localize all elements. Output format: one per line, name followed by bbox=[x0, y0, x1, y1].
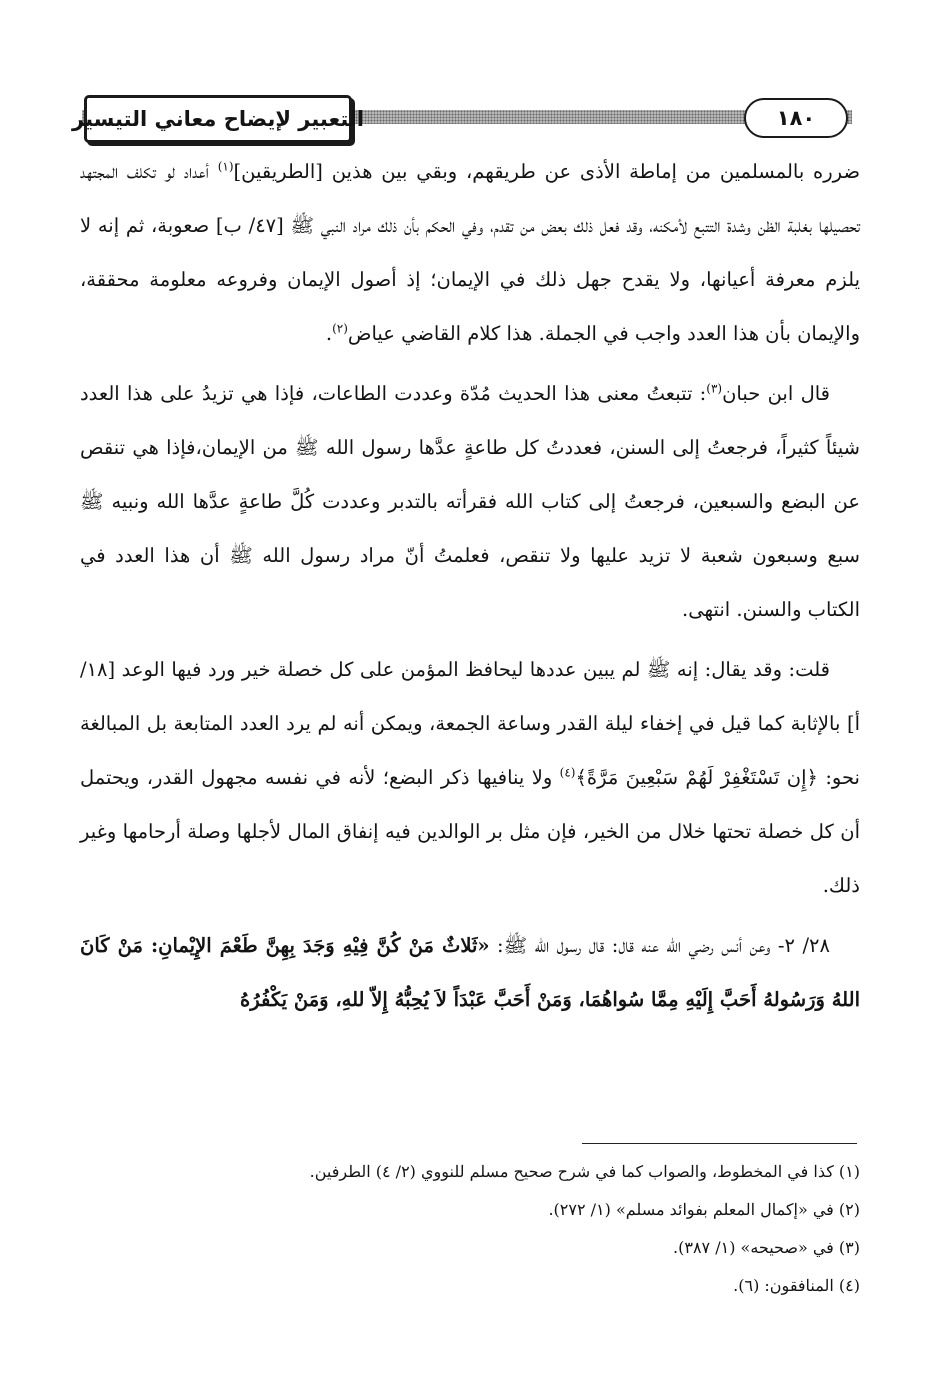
book-title: التعبير لإيضاح معاني التيسير bbox=[84, 95, 352, 143]
footnotes bbox=[80, 1153, 860, 1305]
running-header bbox=[72, 92, 862, 142]
paragraph-text: قلت: وقد يقال: إنه ﷺ لم يبين عددها ليحافظ المؤمن على كل خصلة خير ورد فيها الوعد [١٨/أ] بالإثابة كما قيل في إخفاء ليلة القدر وساعة الجمعة، ويمكن أنه لم يرد العدد المتابعة بل المبالغة نحو: ﴿إِن تَسْتَغْفِرْ لَهُمْ سَبْعِينَ مَرَّةً﴾ bbox=[80, 658, 860, 789]
paragraph-2 bbox=[80, 367, 860, 637]
paragraph-1 bbox=[80, 145, 860, 361]
paragraph-text: ضرره بالمسلمين من إماطة الأذى عن طريقهم، وبقي بين هذين [الطريقين] bbox=[233, 160, 860, 183]
main-text bbox=[80, 145, 860, 1033]
paragraph-text: قال ابن حبان bbox=[722, 382, 830, 405]
paragraph-text: أعداد لو تكلف المجتهد تحصيلها بغلبة الظن وشدة التتبع لأمكنه، وقد فعل ذلك بعض من تقدم، وفي الحكم بأن ذلك مراد النبي ﷺ [٤٧/ ب] صعوبة، ثم إنه لا يلزم معرفة أعيانها، ولا يقدح جهل ذلك في الإيمان؛ إذ أصول الإيمان وفروعه معلومة محققة، والإيمان بأن هذا العدد واجب في الجملة. هذا كلام القاضي عياض bbox=[80, 160, 861, 345]
footnote-ref: (٣) bbox=[706, 381, 723, 396]
hadith-paragraph bbox=[80, 919, 860, 1027]
hadith-text: «ثَلاثٌ مَنْ كُنَّ فِيْهِ وَجَدَ بِهِنَّ طَعْمَ الإِيْمانِ: مَنْ كَانَ اللهُ وَرَسُولهُ أَحَبَّ إِلَيْهِ مِمَّا سُواهُمَا، وَمَنْ أَحَبَّ عَبْدَاً لاَ يُحِبُّهُ إِلاّ للهِ، وَمَنْ يَكْفُرُهُ bbox=[80, 934, 860, 1011]
hadith-intro: ٢٨/ ٢- وعن أنس رضي الله عنه قال: قال رسول الله ﷺ: bbox=[489, 934, 830, 957]
footnote-4: (٤) المنافقون: (٦). bbox=[733, 1276, 860, 1295]
footnote-ref: (٤) bbox=[559, 765, 576, 780]
footnote-3: (٣) في «صحيحه» (١/ ٣٨٧). bbox=[673, 1238, 860, 1257]
paragraph-text: ولا ينافيها ذكر البضع؛ لأنه في نفسه مجهول القدر، ويحتمل أن كل خصلة تحتها خلال من الخير، فإن مثل بر الوالدين فيه إنفاق المال لأجلها وصلة أرحامها وغير ذلك. bbox=[80, 766, 860, 897]
page-number: ١٨٠ bbox=[744, 98, 848, 138]
footnote-2: (٢) في «إكمال المعلم بفوائد مسلم» (١/ ٢٧٢). bbox=[548, 1200, 860, 1219]
paragraph-text: . bbox=[325, 322, 333, 345]
footnote-separator bbox=[582, 1143, 857, 1144]
footnote-ref: (٢) bbox=[332, 321, 348, 336]
footnote-ref: (١) bbox=[217, 159, 234, 174]
paragraph-3 bbox=[80, 643, 860, 913]
footnote-1: (١) كذا في المخطوط، والصواب كما في شرح صحيح مسلم للنووي (٢/ ٤) الطرفين. bbox=[309, 1162, 860, 1181]
paragraph-text: : تتبعتُ معنى هذا الحديث مُدّة وعددت الطاعات، فإذا هي تزيدُ على هذا العدد شيئاً كثيراً، فرجعتُ إلى السنن، فعددتُ كل طاعةٍ عدَّها رسول الله ﷺ من الإيمان،فإذا هي تنقص عن البضع والسبعين، فرجعتُ إلى كتاب الله فقرأته بالتدبر وعددت كُلَّ طاعةٍ عدَّها الله ونبيه ﷺ سبع وسبعون شعبة لا تزيد عليها ولا تنقص، فعلمتُ أنّ مراد رسول الله ﷺ أن هذا العدد في الكتاب والسنن. انتهى. bbox=[80, 382, 860, 621]
